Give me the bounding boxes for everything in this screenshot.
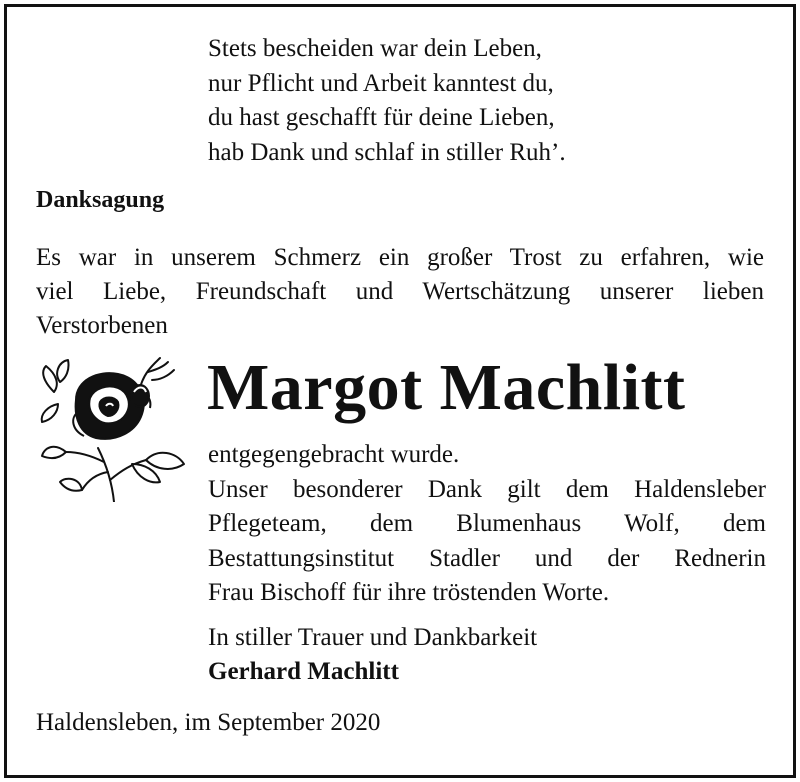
signer-name: Gerhard Machlitt	[208, 658, 399, 685]
body-line: entgegengebracht wurde.	[208, 441, 460, 468]
place-date: Haldensleben, im September 2020	[36, 709, 381, 736]
memorial-poem	[208, 32, 566, 170]
section-heading: Danksagung	[36, 187, 165, 213]
poem-line: du hast geschafft für deine Lieben,	[208, 104, 555, 131]
deceased-name: Margot Machlitt	[207, 351, 686, 424]
poem-line: Stets bescheiden war dein Leben,	[208, 35, 542, 62]
body-line: Pflegeteam, dem Blumenhaus Wolf, dem	[208, 510, 766, 537]
body-line: Unser besonderer Dank gilt dem Haldensleber	[208, 475, 766, 503]
body-line: Bestattungsinstitut Stadler und der Rednerin	[208, 544, 766, 572]
body-line: Frau Bischoff für ihre tröstenden Worte.	[208, 579, 610, 606]
intro-line: viel Liebe, Freundschaft und Wertschätzung unserer lieben	[36, 278, 764, 305]
intro-line: Es war in unserem Schmerz ein großer Trost zu erfahren, wie	[36, 244, 764, 271]
intro-paragraph	[36, 241, 764, 343]
closing-block	[208, 621, 537, 689]
closing-phrase: In stiller Trauer und Dankbarkeit	[208, 624, 538, 651]
poem-line: hab Dank und schlaf in stiller Ruh’.	[208, 138, 566, 166]
rose-icon	[36, 352, 190, 502]
poem-line: nur Pflicht und Arbeit kanntest du,	[208, 69, 554, 97]
body-paragraph	[208, 438, 766, 611]
intro-line: Verstorbenen	[36, 312, 168, 339]
